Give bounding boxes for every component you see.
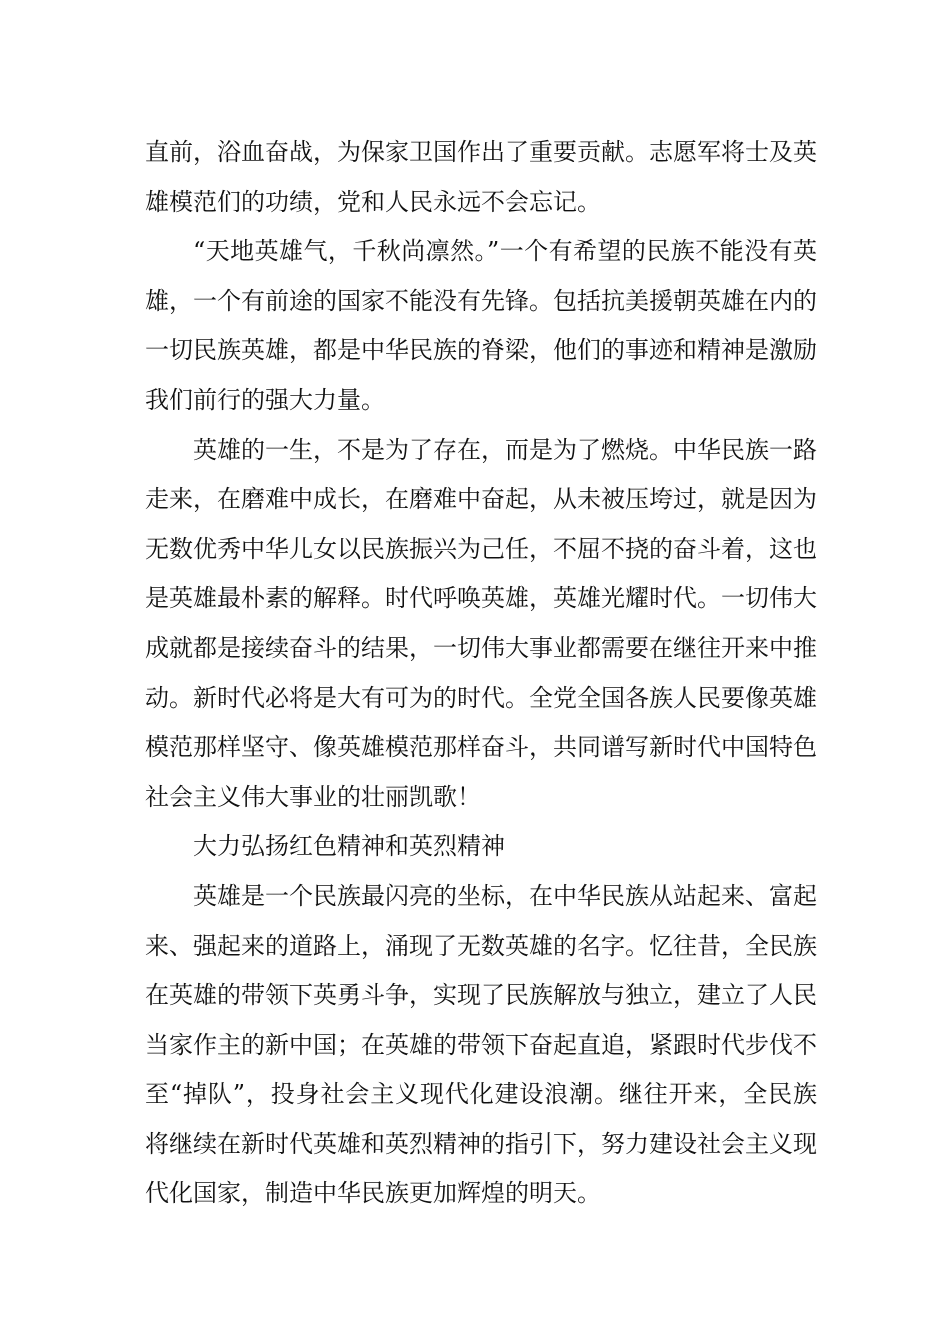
paragraph-continuation: 直前，浴血奋战，为保家卫国作出了重要贡献。志愿军将士及英雄模范们的功绩，党和人民永远不会忘记。 [145,138,817,216]
section-heading: 大力弘扬红色精神和英烈精神 [193,832,505,861]
paragraph-hero-life: 英雄的一生，不是为了存在，而是为了燃烧。中华民族一路走来，在磨难中成长，在磨难中奋起，从未被压垮过，就是因为无数优秀中华儿女以民族振兴为己任，不屈不挠的奋斗着，这也是英雄最朴素的解释。时代呼唤英雄，英雄光耀时代。一切伟大成就都是接续奋斗的结果，一切伟大事业都需要在继往开来中推动。新时代必将是大有可为的时代。全党全国各族人民要像英雄模范那样坚守、像英雄模范那样奋斗，共同谱写新时代中国特色社会主义伟大事业的壮丽凯歌！ [145,435,817,811]
paragraph-heroic-spirit: “天地英雄气，千秋尚凛然。”一个有希望的民族不能没有英雄，一个有前途的国家不能没有先锋。包括抗美援朝英雄在内的一切民族英雄，都是中华民族的脊梁，他们的事迹和精神是激励我们前行的强大力量。 [145,237,817,414]
document-body [145,128,817,1219]
paragraph-hero-coordinate: 英雄是一个民族最闪亮的坐标，在中华民族从站起来、富起来、强起来的道路上，涌现了无数英雄的名字。忆往昔，全民族在英雄的带领下英勇斗争，实现了民族解放与独立，建立了人民当家作主的新中国；在英雄的带领下奋起直追，紧跟时代步伐不至“掉队”，投身社会主义现代化建设浪潮。继往开来，全民族将继续在新时代英雄和英烈精神的指引下，努力建设社会主义现代化国家，制造中华民族更加辉煌的明天。 [145,881,817,1208]
